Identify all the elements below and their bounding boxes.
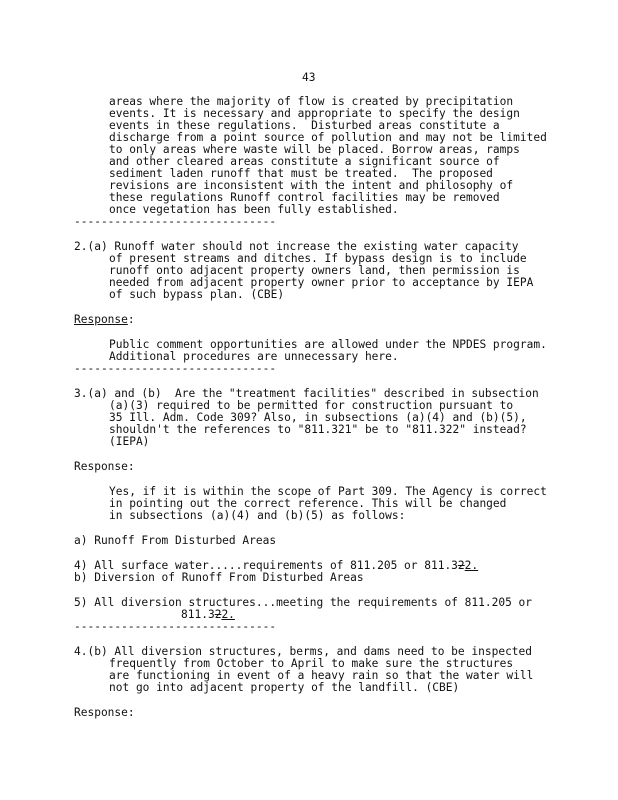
text-line: 3.(a) and (b) Are the "treatment facilities" described in subsection	[74, 387, 539, 400]
text-line: and other cleared areas constitute a significant source of	[109, 155, 500, 168]
text-line: once vegetation has been fully established.	[109, 203, 399, 216]
text-line: discharge from a point source of pollution and may not be limited	[109, 131, 547, 144]
response-colon: :	[127, 313, 135, 326]
inserted-digit: 2.	[464, 559, 479, 572]
text-line: needed from adjacent property owner prior to acceptance by IEPA	[109, 276, 534, 289]
text-line: Additional procedures are unnecessary here.	[109, 350, 399, 363]
subsection-b-heading: b) Diversion of Runoff From Disturbed Areas	[74, 571, 364, 584]
amendment-text: 4) All surface water.....requirements of 811.205 or 811.3	[74, 559, 458, 572]
text-line: of present streams and ditches. If bypass design is to include	[109, 252, 527, 265]
text-line: these regulations Runoff control facilities may be removed	[109, 191, 500, 204]
text-line: 35 Ill. Adm. Code 309? Also, in subsections (a)(4) and (b)(5),	[109, 411, 527, 424]
text-line: revisions are inconsistent with the intent and philosophy of	[109, 179, 514, 192]
text-line: events in these regulations. Disturbed areas constitute a	[109, 119, 500, 132]
subsection-a-heading: a) Runoff From Disturbed Areas	[74, 534, 277, 547]
text-line: Public comment opportunities are allowed under the NPDES program.	[109, 338, 547, 351]
text-line: of such bypass plan. (CBE)	[109, 288, 285, 301]
text-line: (a)(3) required to be permitted for construction pursuant to	[109, 399, 514, 412]
page-number: 43	[302, 71, 316, 84]
text-line: areas where the majority of flow is created by precipitation	[109, 95, 514, 108]
amendment-text: 811.3	[181, 608, 215, 621]
response-heading: Response:	[74, 706, 135, 719]
struck-digit: 2	[214, 608, 222, 621]
response-heading: Response:	[74, 460, 135, 473]
struck-digit: 2	[457, 559, 465, 572]
section-divider: ------------------------------	[74, 215, 277, 228]
text-line: not go into adjacent property of the landfill. (CBE)	[109, 681, 460, 694]
text-line: 4.(b) All diversion structures, berms, and dams need to be inspected	[74, 645, 533, 658]
text-line: events. It is necessary and appropriate to specify the design	[109, 107, 520, 120]
response-label: Response	[74, 313, 128, 326]
text-line: in pointing out the correct reference. This will be changed	[109, 497, 507, 510]
response-heading	[74, 314, 135, 326]
inserted-digit: 2.	[221, 608, 235, 621]
text-line: sediment laden runoff that must be treated. The proposed	[109, 167, 493, 180]
text-line: frequently from October to April to make sure the structures	[109, 657, 514, 670]
text-line: Yes, if it is within the scope of Part 309. The Agency is correct	[109, 485, 547, 498]
section-divider: ------------------------------	[74, 620, 277, 633]
text-line: 2.(a) Runoff water should not increase the existing water capacity	[74, 240, 519, 253]
text-line: are functioning in event of a heavy rain so that the water will	[109, 669, 534, 682]
text-line: runoff onto adjacent property owners land, then permission is	[109, 264, 520, 277]
amendment-5: 5) All diversion structures...meeting the requirements of 811.205 or	[74, 596, 533, 609]
text-line: to only areas where waste will be placed. Borrow areas, ramps	[109, 143, 520, 156]
section-divider: ------------------------------	[74, 362, 277, 375]
text-line: (IEPA)	[109, 435, 150, 448]
text-line: in subsections (a)(4) and (b)(5) as follows:	[109, 509, 406, 522]
text-line: shouldn't the references to "811.321" be to "811.322" instead?	[109, 423, 527, 436]
